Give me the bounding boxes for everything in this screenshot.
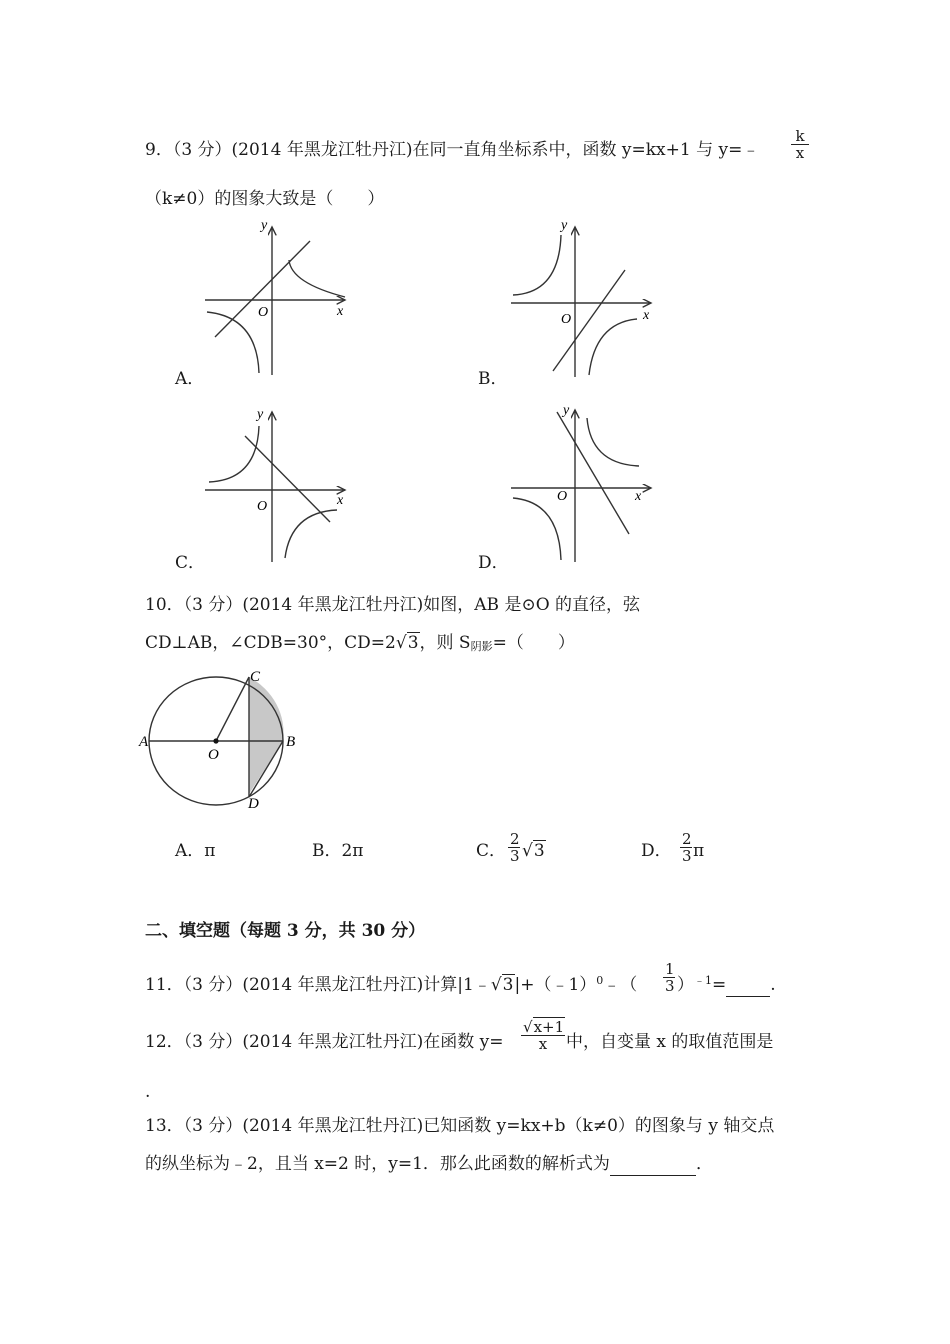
q10-option-b: B．2π [312, 841, 364, 861]
label-a: A [139, 734, 149, 750]
hyperbola-lower [207, 312, 259, 373]
q9-line2: （k≠0）的图象大致是（ ） [145, 189, 385, 209]
axis-x-label: x [337, 493, 344, 508]
axis-y-label: y [563, 403, 570, 418]
line-graph [557, 412, 629, 534]
hyperbola-upper [513, 235, 561, 295]
hyperbola-upper [587, 418, 639, 466]
q11-end: . [770, 975, 776, 995]
q13-answer-blank[interactable] [610, 1153, 696, 1176]
q13-line2-text: 的纵坐标为﹣2，且当 x=2 时，y=1．那么此函数的解析式为 [145, 1154, 610, 1174]
q13-line1: 13．（3 分）(2014 年黑龙江牡丹江)已知函数 y=kx+b（k≠0）的图象与 y 轴交点 [145, 1116, 775, 1136]
origin-label: O [258, 305, 269, 320]
q12-frac-den: x [538, 1035, 548, 1053]
q9-option-b: B． [478, 369, 508, 389]
hyperbola-lower [589, 319, 637, 375]
q10-line2-a: CD⊥AB，∠CDB=30°，CD=2 [145, 633, 396, 653]
q9-graph-d [505, 400, 665, 565]
q10-line1: 10．（3 分）(2014 年黑龙江牡丹江)如图，AB 是⊙O 的直径，弦 [145, 595, 641, 615]
opt-d-num: 2 [682, 830, 692, 848]
q10-option-a: A．π [175, 841, 216, 861]
origin-label: O [561, 312, 572, 327]
label-c: C [250, 669, 261, 685]
q9-frac-num: k [791, 128, 809, 145]
hyperbola-upper [289, 260, 345, 297]
q10-option-d-prefix: D． [641, 841, 672, 861]
q10-option-d-frac [680, 831, 692, 864]
axis-y-label: y [257, 407, 264, 422]
label-o: O [208, 747, 219, 763]
q11-a: 11．（3 分）(2014 年黑龙江牡丹江)计算|1﹣ [145, 975, 491, 995]
q11-frac-den: 3 [665, 977, 675, 995]
q11-answer-blank[interactable] [726, 974, 770, 997]
q12-line2: . [145, 1082, 151, 1102]
q10-line2-c: =（ ） [492, 633, 575, 653]
q10-line2: CD⊥AB，∠CDB=30°，CD=2√3，则 S阴影=（ ） [145, 633, 575, 653]
q12-frac-num: √x+1 [523, 1018, 565, 1036]
hyperbola-lower [285, 510, 337, 558]
q10-sub: 阴影 [470, 640, 493, 653]
q9-graph-b [505, 215, 665, 380]
hyperbola-upper [209, 426, 259, 482]
q10-option-c-root: √3 [522, 841, 545, 861]
label-d: D [248, 796, 259, 812]
center-dot [213, 738, 218, 743]
q11-b: |+（﹣1） [514, 975, 597, 995]
q10-option-c-prefix: C． [476, 841, 507, 861]
axis-y-label: y [561, 218, 568, 233]
segment-oc [216, 677, 249, 741]
q11-c: ﹣（ [603, 975, 638, 995]
q9-line1: 9．（3 分）(2014 年黑龙江牡丹江)在同一直角坐标系中，函数 y=kx+1 与 y=﹣ [145, 140, 760, 160]
q12-frac-num-value: x+1 [533, 1018, 565, 1036]
opt-c-root: 3 [533, 841, 545, 861]
q9-option-d: D． [478, 553, 509, 573]
q11-fraction [663, 961, 675, 994]
q11-sup0: 0 [596, 974, 604, 987]
q10-option-d-suffix: π [693, 841, 705, 861]
axis-x-label: x [635, 489, 642, 504]
q9-graph-c [195, 400, 355, 565]
q11-root: 3 [502, 975, 514, 995]
q9-fraction [791, 128, 809, 161]
axis-x-label: x [337, 304, 344, 319]
shaded-region [249, 677, 284, 794]
section-title: 二、填空题（每题 3 分，共 30 分） [145, 921, 426, 941]
q10-root: 3 [407, 633, 419, 653]
axis-y-label: y [261, 218, 268, 233]
axis-x-label: x [643, 308, 650, 323]
q9-option-a: A． [175, 369, 205, 389]
q12-b: 中，自变量 x 的取值范围是 [566, 1032, 774, 1052]
opt-c-den: 3 [510, 847, 520, 865]
q11-tail [677, 970, 776, 997]
q10-option-c-frac [508, 831, 520, 864]
hyperbola-lower [513, 498, 561, 560]
q11-d: ） [677, 975, 694, 995]
label-b: B [286, 734, 296, 750]
origin-label: O [257, 499, 268, 514]
q9-frac-den: x [795, 144, 805, 162]
q11-line: 11．（3 分）(2014 年黑龙江牡丹江)计算|1﹣√3|+（﹣1）$^0$﹣（ [145, 974, 638, 995]
q9-graph-a [195, 215, 355, 380]
origin-label: O [557, 489, 568, 504]
opt-d-den: 3 [682, 847, 692, 865]
q12-fraction [521, 1019, 565, 1052]
q11-sup1: ﹣1 [694, 974, 712, 987]
q13-line2 [145, 1153, 713, 1176]
q13-end: ． [695, 1154, 713, 1174]
q11-e: = [712, 975, 727, 995]
q12-a: 12．（3 分）(2014 年黑龙江牡丹江)在函数 y= [145, 1032, 504, 1052]
q11-frac-num: 1 [665, 960, 675, 978]
line-graph [215, 241, 310, 337]
q9-option-c: C． [175, 553, 206, 573]
opt-c-num: 2 [510, 830, 520, 848]
q10-line2-b: ，则 S [419, 633, 471, 653]
q10-circle-figure [138, 664, 308, 814]
